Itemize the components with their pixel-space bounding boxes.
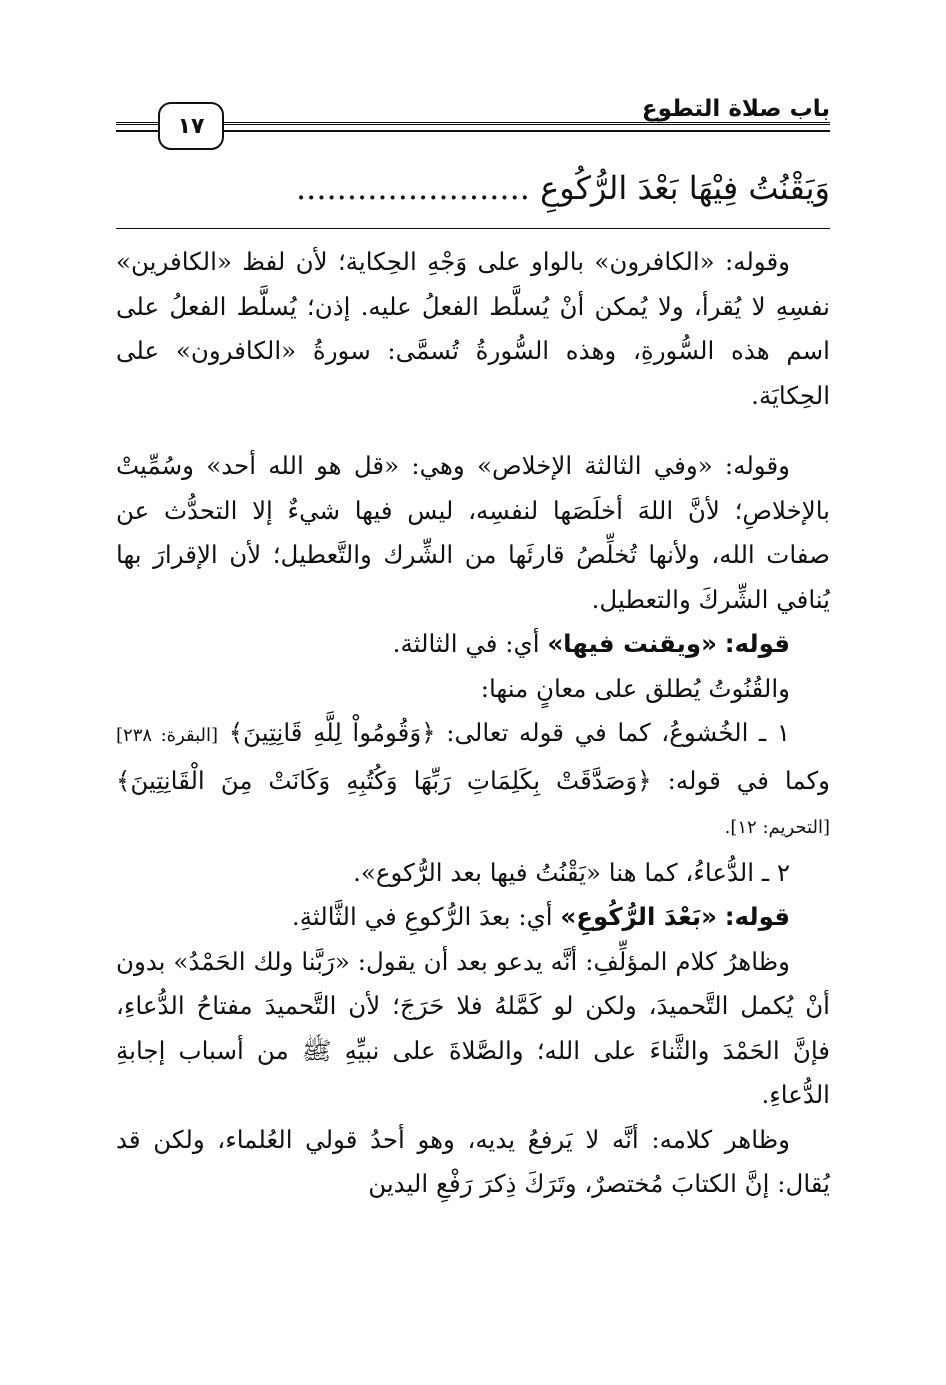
quran-ref-1: [البقرة: ٢٣٨] — [116, 725, 219, 746]
paragraph-5-a: ١ ـ الخُشوعُ، كما في قوله تعالى: ﴿وَقُومُواْ لِلَّهِ قَانِتِينَ﴾ — [228, 718, 790, 747]
quoted-matn: «ويقنت فيها» — [547, 629, 717, 658]
paragraph-6: ٢ ـ الدُّعاءُ، كما هنا «يَقْنُتُ فيها بعد الرُّكوع». — [353, 857, 790, 887]
matn-dots: ....................... — [295, 169, 530, 207]
paragraph-3-rest: أي: في الثالثة. — [392, 629, 540, 658]
paragraph-9: وظاهر كلامه: أنَّه لا يَرفعُ يديه، وهو أحدُ قولي العُلماء، ولكن قد يُقال: إنَّ الكتابَ مُختصرٌ، وتَرَكَ ذِكرَ رَفْعِ اليدين — [116, 1124, 830, 1198]
quoted-matn-2: «بَعْدَ الرُّكُوعِ» — [560, 902, 717, 931]
quran-ref-2: [التحريم: ١٢]. — [724, 817, 830, 838]
paragraph-8: وظاهرُ كلام المؤلِّفِ: أنَّه يدعو بعد أن يقول: «رَبَّنا ولك الحَمْدُ» بدون أنْ يُكمل التَّحميدَ، ولكن لو كَمَّلهُ فلا حَرَجَ؛ لأن التَّحميدَ مفتاحُ الدُّعاءِ، فإنَّ الحَمْدَ والثَّناءَ على الله؛ والصَّلاةَ على نبيِّهِ ﷺ من أسباب إجابةِ الدُّعاءِ. — [116, 946, 830, 1109]
commentary-body — [116, 240, 830, 1207]
paragraph-3 — [116, 622, 830, 667]
matn-text: وَيَقْنُتُ فِيْهَا بَعْدَ الرُّكُوعِ — [540, 169, 830, 207]
paragraph-4: والقُنُوتُ يُطلق على معانٍ منها: — [480, 673, 790, 703]
paragraph-2: وقوله: «وفي الثالثة الإخلاص» وهي: «قل هو الله أحد» وسُمِّيتْ بالإخلاصِ؛ لأنَّ اللهَ أخلَصَها لنفسِه، ليس فيها شيءٌ إلا التحدُّث عن صفات الله، ولأنها تُخلِّصُ قارئَها من الشِّرك والتَّعطيل؛ لأن الإقرارَ بها يُنافي الشِّركَ والتعطيل. — [116, 451, 830, 614]
qawluhu-label: قوله: — [724, 629, 790, 658]
paragraph-7 — [116, 895, 830, 940]
paragraph-5-b: وكما في قوله: ﴿وَصَدَّقَتْ بِكَلِمَاتِ رَبِّهَا وَكُتُبِهِ وَكَانَتْ مِنَ الْقَانِتِينَ﴾ — [116, 765, 830, 795]
matn-line — [116, 160, 830, 216]
qawluhu-label-2: قوله: — [724, 902, 790, 931]
chapter-header: باب صلاة التطوع — [641, 96, 830, 122]
matn-rule — [116, 228, 830, 229]
page-number: ١٧ — [158, 102, 224, 150]
paragraph-5 — [116, 711, 830, 851]
paragraph-1: وقوله: «الكافرون» بالواو على وَجْهِ الحِكاية؛ لأن لفظ «الكافرين» نفسِهِ لا يُقرأ، ولا يُمكن أنْ يُسلَّط الفعلُ عليه. إذن؛ يُسلَّط الفعلُ على اسم هذه السُّورةِ، وهذه السُّورةُ تُسمَّى: سورةُ «الكافرون» على الحِكايَة. — [116, 247, 830, 410]
paragraph-7-rest: أي: بعدَ الرُّكوعِ في الثَّالثةِ. — [291, 902, 553, 931]
